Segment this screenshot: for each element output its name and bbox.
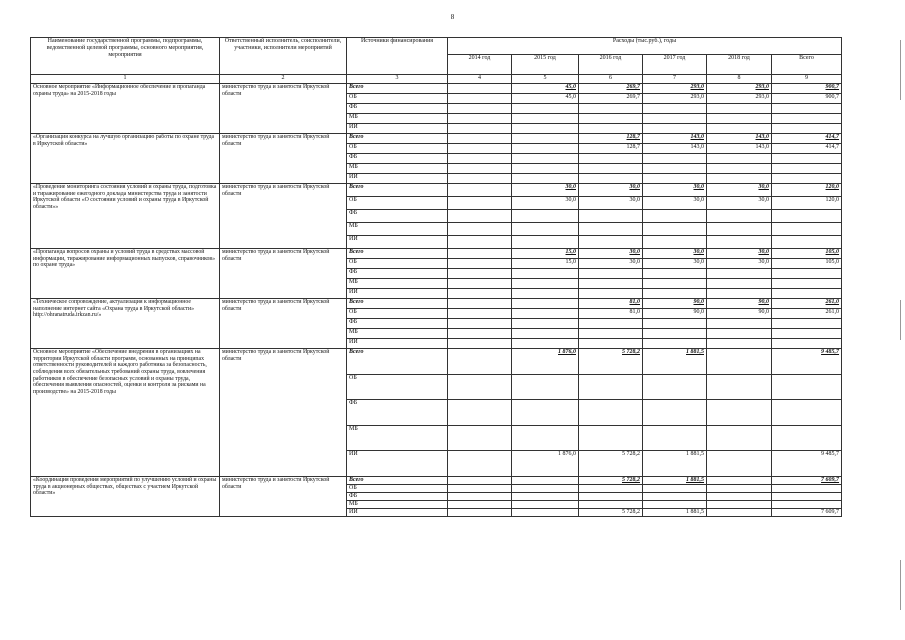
amount-cell xyxy=(772,501,842,509)
column-number: 7 xyxy=(643,75,707,84)
header-year: 2016 год xyxy=(579,55,643,75)
amount-cell xyxy=(707,400,772,426)
amount-cell xyxy=(772,339,842,349)
amount-cell: 7 609,7 xyxy=(772,477,842,485)
funding-source: ФБ xyxy=(347,319,448,329)
amount-cell xyxy=(512,164,579,174)
amount-cell xyxy=(448,236,512,249)
amount-cell xyxy=(707,319,772,329)
amount-cell: 1 881,5 xyxy=(643,477,707,485)
funding-source: ИИ xyxy=(347,289,448,299)
amount-cell xyxy=(707,329,772,339)
funding-source: ФБ xyxy=(347,154,448,164)
amount-cell: 81,0 xyxy=(579,309,643,319)
activity-description: Основное мероприятие «Обеспечение внедрения в организациях на территории Иркутской области программ, основанных на принципах ответственности руководителей и каждого работника за безопасность, соблюдения всех обязательных требований охраны труда, вовлечения работников в обеспечение безопасных условий и охраны труда, обеспечения выявления опасностей, оценки и контроля за рисками на производстве» на 2015-2018 годы xyxy=(31,349,220,477)
amount-cell xyxy=(707,114,772,124)
amount-cell: 1 881,5 xyxy=(643,509,707,517)
scan-edge xyxy=(900,560,901,610)
funding-source: Всего xyxy=(347,299,448,309)
funding-source: МБ xyxy=(347,223,448,236)
funding-source: Всего xyxy=(347,184,448,197)
amount-cell: 269,7 xyxy=(579,84,643,94)
amount-cell: 143,0 xyxy=(707,134,772,144)
amount-cell: 1 876,0 xyxy=(512,349,579,375)
amount-cell xyxy=(448,104,512,114)
amount-cell xyxy=(643,319,707,329)
activity-description: «Пропаганда вопросов охраны и условий труда в средствах массовой информации, тиражирование информационных выпусков, справочников» по охране труда» xyxy=(31,249,220,299)
column-number: 3 xyxy=(347,75,448,84)
amount-cell xyxy=(512,309,579,319)
amount-cell xyxy=(448,114,512,124)
amount-cell xyxy=(579,493,643,501)
amount-cell xyxy=(772,400,842,426)
amount-cell xyxy=(448,400,512,426)
amount-cell xyxy=(448,197,512,210)
amount-cell: 30,0 xyxy=(643,259,707,269)
activity-description: Основное мероприятие «Информационное обеспечение и пропаганда охраны труда» на 2015-2018 годы xyxy=(31,84,220,134)
amount-cell xyxy=(643,279,707,289)
amount-cell xyxy=(579,104,643,114)
amount-cell xyxy=(448,164,512,174)
amount-cell xyxy=(707,210,772,223)
amount-cell xyxy=(448,501,512,509)
funding-source: ОБ xyxy=(347,485,448,493)
amount-cell: 143,0 xyxy=(643,134,707,144)
activity-description: «Организация конкурса на лучшую организацию работы по охране труда в Иркутской области» xyxy=(31,134,220,184)
amount-cell xyxy=(448,349,512,375)
amount-cell xyxy=(643,375,707,400)
amount-cell xyxy=(448,154,512,164)
column-number: 9 xyxy=(772,75,842,84)
amount-cell xyxy=(448,289,512,299)
funding-source: Всего xyxy=(347,349,448,375)
amount-cell xyxy=(448,375,512,400)
amount-cell: 30,0 xyxy=(579,259,643,269)
header-year: Всего xyxy=(772,55,842,75)
amount-cell xyxy=(448,279,512,289)
amount-cell xyxy=(707,289,772,299)
amount-cell xyxy=(579,319,643,329)
header-year: 2017 год xyxy=(643,55,707,75)
table-row xyxy=(31,299,842,309)
funding-source: ФБ xyxy=(347,104,448,114)
amount-cell xyxy=(579,269,643,279)
amount-cell: 261,0 xyxy=(772,309,842,319)
amount-cell: 15,0 xyxy=(512,249,579,259)
amount-cell xyxy=(579,279,643,289)
amount-cell: 15,0 xyxy=(512,259,579,269)
amount-cell: 900,7 xyxy=(772,84,842,94)
amount-cell: 900,7 xyxy=(772,94,842,104)
executor: министерство труда и занятости Иркутской области xyxy=(220,84,347,134)
amount-cell xyxy=(448,485,512,493)
amount-cell: 30,0 xyxy=(512,197,579,210)
amount-cell xyxy=(579,375,643,400)
amount-cell xyxy=(579,485,643,493)
amount-cell xyxy=(643,104,707,114)
amount-cell: 30,0 xyxy=(579,184,643,197)
amount-cell: 45,0 xyxy=(512,84,579,94)
amount-cell xyxy=(448,259,512,269)
amount-cell: 105,0 xyxy=(772,249,842,259)
amount-cell xyxy=(579,114,643,124)
amount-cell xyxy=(707,493,772,501)
amount-cell xyxy=(448,249,512,259)
amount-cell xyxy=(772,329,842,339)
funding-source: МБ xyxy=(347,164,448,174)
amount-cell xyxy=(772,223,842,236)
amount-cell xyxy=(448,94,512,104)
amount-cell: 293,0 xyxy=(643,84,707,94)
amount-cell xyxy=(579,426,643,451)
amount-cell: 120,0 xyxy=(772,184,842,197)
amount-cell: 261,0 xyxy=(772,299,842,309)
amount-cell: 9 485,7 xyxy=(772,349,842,375)
amount-cell: 5 728,2 xyxy=(579,349,643,375)
amount-cell xyxy=(512,509,579,517)
amount-cell xyxy=(512,400,579,426)
amount-cell xyxy=(707,477,772,485)
amount-cell: 128,7 xyxy=(579,144,643,154)
amount-cell xyxy=(643,174,707,184)
amount-cell xyxy=(448,223,512,236)
amount-cell xyxy=(512,299,579,309)
amount-cell: 30,0 xyxy=(579,249,643,259)
funding-source: ОБ xyxy=(347,94,448,104)
header-year: 2014 год xyxy=(448,55,512,75)
executor: министерство труда и занятости Иркутской области xyxy=(220,349,347,477)
amount-cell: 143,0 xyxy=(643,144,707,154)
amount-cell xyxy=(643,329,707,339)
amount-cell: 30,0 xyxy=(579,197,643,210)
amount-cell xyxy=(512,223,579,236)
amount-cell: 5 728,2 xyxy=(579,477,643,485)
funding-source: Всего xyxy=(347,477,448,485)
table-row xyxy=(31,184,842,197)
amount-cell: 30,0 xyxy=(643,197,707,210)
amount-cell: 1 876,0 xyxy=(512,451,579,477)
amount-cell xyxy=(448,299,512,309)
amount-cell: 5 728,2 xyxy=(579,451,643,477)
activity-description: «Техническое сопровождение, актуализация к информационное наполнение интернет сайта «Охрана труда в Иркутской области» http://ohranatruda.irkzan.ru/» xyxy=(31,299,220,349)
amount-cell xyxy=(512,477,579,485)
amount-cell xyxy=(448,451,512,477)
amount-cell xyxy=(772,493,842,501)
amount-cell xyxy=(448,144,512,154)
amount-cell xyxy=(512,289,579,299)
amount-cell: 293,0 xyxy=(643,94,707,104)
funding-source: Всего xyxy=(347,249,448,259)
amount-cell: 1 881,5 xyxy=(643,349,707,375)
amount-cell xyxy=(643,400,707,426)
amount-cell xyxy=(512,339,579,349)
activity-description: «Проведение мониторинга состояния условий и охраны труда, подготовка и тиражирование ежегодного доклада министерства труда и занятости Иркутской области «О состоянии условий и охраны труда в Иркутской области»» xyxy=(31,184,220,249)
funding-source: ФБ xyxy=(347,493,448,501)
table-row xyxy=(31,84,842,94)
amount-cell xyxy=(643,485,707,493)
amount-cell xyxy=(512,144,579,154)
amount-cell xyxy=(772,124,842,134)
amount-cell xyxy=(707,485,772,493)
amount-cell xyxy=(772,154,842,164)
amount-cell xyxy=(448,184,512,197)
amount-cell: 105,0 xyxy=(772,259,842,269)
amount-cell xyxy=(707,501,772,509)
table-row xyxy=(31,477,842,485)
executor: министерство труда и занятости Иркутской области xyxy=(220,299,347,349)
amount-cell xyxy=(512,174,579,184)
amount-cell xyxy=(772,210,842,223)
column-number: 8 xyxy=(707,75,772,84)
amount-cell xyxy=(643,114,707,124)
amount-cell xyxy=(707,509,772,517)
amount-cell xyxy=(579,210,643,223)
header-executor: Ответственный исполнитель, соисполнители, участники, исполнители мероприятий xyxy=(220,38,347,75)
funding-source: ОБ xyxy=(347,309,448,319)
amount-cell: 90,0 xyxy=(643,299,707,309)
amount-cell xyxy=(707,339,772,349)
amount-cell xyxy=(512,124,579,134)
amount-cell xyxy=(512,269,579,279)
header-year: 2015 год xyxy=(512,55,579,75)
funding-source: ИИ xyxy=(347,124,448,134)
amount-cell xyxy=(772,485,842,493)
amount-cell xyxy=(579,400,643,426)
amount-cell xyxy=(579,289,643,299)
funding-source: ИИ xyxy=(347,339,448,349)
amount-cell xyxy=(707,164,772,174)
amount-cell xyxy=(512,493,579,501)
header-sources: Источники финансирования xyxy=(347,38,448,75)
amount-cell xyxy=(643,236,707,249)
funding-source: ИИ xyxy=(347,451,448,477)
table-row xyxy=(31,249,842,259)
amount-cell xyxy=(448,477,512,485)
amount-cell xyxy=(707,426,772,451)
amount-cell: 7 609,7 xyxy=(772,509,842,517)
amount-cell xyxy=(643,210,707,223)
funding-source: ОБ xyxy=(347,375,448,400)
amount-cell xyxy=(579,223,643,236)
amount-cell: 414,7 xyxy=(772,144,842,154)
column-number: 2 xyxy=(220,75,347,84)
amount-cell xyxy=(448,309,512,319)
amount-cell: 90,0 xyxy=(707,299,772,309)
funding-source: ИИ xyxy=(347,174,448,184)
funding-source: МБ xyxy=(347,279,448,289)
amount-cell xyxy=(512,426,579,451)
amount-cell xyxy=(512,501,579,509)
amount-cell: 1 881,5 xyxy=(643,451,707,477)
amount-cell xyxy=(448,339,512,349)
amount-cell xyxy=(512,236,579,249)
amount-cell xyxy=(448,210,512,223)
amount-cell xyxy=(448,329,512,339)
amount-cell: 143,0 xyxy=(707,144,772,154)
amount-cell xyxy=(579,154,643,164)
executor: министерство труда и занятости Иркутской области xyxy=(220,477,347,517)
amount-cell xyxy=(707,174,772,184)
amount-cell: 9 485,7 xyxy=(772,451,842,477)
column-number: 1 xyxy=(31,75,220,84)
amount-cell: 30,0 xyxy=(643,184,707,197)
amount-cell: 90,0 xyxy=(707,309,772,319)
amount-cell: 30,0 xyxy=(707,184,772,197)
amount-cell xyxy=(512,485,579,493)
funding-source: МБ xyxy=(347,426,448,451)
amount-cell: 293,0 xyxy=(707,94,772,104)
expenses-table xyxy=(30,37,842,517)
amount-cell xyxy=(448,426,512,451)
amount-cell xyxy=(707,154,772,164)
amount-cell: 30,0 xyxy=(512,184,579,197)
amount-cell xyxy=(512,375,579,400)
funding-source: ФБ xyxy=(347,210,448,223)
amount-cell xyxy=(643,289,707,299)
amount-cell xyxy=(643,501,707,509)
funding-source: МБ xyxy=(347,329,448,339)
amount-cell xyxy=(643,154,707,164)
amount-cell xyxy=(643,223,707,236)
funding-source: ОБ xyxy=(347,144,448,154)
amount-cell: 414,7 xyxy=(772,134,842,144)
header-year: 2018 год xyxy=(707,55,772,75)
amount-cell xyxy=(448,174,512,184)
amount-cell: 30,0 xyxy=(643,249,707,259)
amount-cell xyxy=(448,134,512,144)
table-row xyxy=(31,349,842,375)
funding-source: ФБ xyxy=(347,269,448,279)
amount-cell xyxy=(707,451,772,477)
amount-cell: 128,7 xyxy=(579,134,643,144)
amount-cell xyxy=(512,134,579,144)
amount-cell xyxy=(448,493,512,501)
executor: министерство труда и занятости Иркутской области xyxy=(220,134,347,184)
amount-cell: 81,0 xyxy=(579,299,643,309)
amount-cell xyxy=(643,124,707,134)
amount-cell xyxy=(448,319,512,329)
amount-cell xyxy=(707,269,772,279)
amount-cell xyxy=(707,223,772,236)
amount-cell xyxy=(579,501,643,509)
executor: министерство труда и занятости Иркутской области xyxy=(220,249,347,299)
funding-source: ИИ xyxy=(347,236,448,249)
amount-cell xyxy=(772,164,842,174)
amount-cell xyxy=(772,104,842,114)
amount-cell xyxy=(512,319,579,329)
amount-cell: 90,0 xyxy=(643,309,707,319)
funding-source: МБ xyxy=(347,114,448,124)
amount-cell xyxy=(512,329,579,339)
amount-cell xyxy=(512,279,579,289)
amount-cell xyxy=(707,349,772,375)
amount-cell xyxy=(512,114,579,124)
amount-cell xyxy=(772,269,842,279)
amount-cell xyxy=(579,164,643,174)
header-expenses: Расходы (тыс.руб.), годы xyxy=(448,38,842,55)
header-program: Наименование государственной программы, подпрограммы, ведомственной целевой программы, основного мероприятия, мероприятия xyxy=(31,38,220,75)
amount-cell xyxy=(707,104,772,114)
amount-cell: 30,0 xyxy=(707,249,772,259)
funding-source: ФБ xyxy=(347,400,448,426)
executor: министерство труда и занятости Иркутской области xyxy=(220,184,347,249)
scan-edge xyxy=(900,40,901,100)
amount-cell xyxy=(512,104,579,114)
amount-cell: 45,0 xyxy=(512,94,579,104)
amount-cell xyxy=(772,426,842,451)
funding-source: ОБ xyxy=(347,259,448,269)
page-number: 8 xyxy=(450,13,455,21)
funding-source: Всего xyxy=(347,84,448,94)
amount-cell xyxy=(707,375,772,400)
amount-cell: 293,0 xyxy=(707,84,772,94)
amount-cell xyxy=(448,269,512,279)
amount-cell xyxy=(772,114,842,124)
amount-cell xyxy=(579,339,643,349)
amount-cell xyxy=(772,319,842,329)
amount-cell xyxy=(448,509,512,517)
amount-cell xyxy=(772,279,842,289)
amount-cell xyxy=(643,339,707,349)
amount-cell xyxy=(579,236,643,249)
amount-cell: 30,0 xyxy=(707,197,772,210)
amount-cell xyxy=(707,124,772,134)
amount-cell: 269,7 xyxy=(579,94,643,104)
funding-source: Всего xyxy=(347,134,448,144)
funding-source: МБ xyxy=(347,501,448,509)
amount-cell xyxy=(579,329,643,339)
amount-cell: 30,0 xyxy=(707,259,772,269)
amount-cell xyxy=(512,154,579,164)
amount-cell xyxy=(579,174,643,184)
amount-cell xyxy=(643,426,707,451)
amount-cell xyxy=(772,375,842,400)
funding-source: ИИ xyxy=(347,509,448,517)
amount-cell xyxy=(643,493,707,501)
scan-edge xyxy=(900,300,901,340)
amount-cell xyxy=(772,174,842,184)
funding-source: ОБ xyxy=(347,197,448,210)
amount-cell xyxy=(643,164,707,174)
amount-cell xyxy=(772,236,842,249)
amount-cell xyxy=(707,279,772,289)
amount-cell xyxy=(448,84,512,94)
column-number: 6 xyxy=(579,75,643,84)
column-number: 4 xyxy=(448,75,512,84)
table-row xyxy=(31,134,842,144)
amount-cell xyxy=(579,124,643,134)
amount-cell xyxy=(512,210,579,223)
amount-cell xyxy=(448,124,512,134)
amount-cell: 120,0 xyxy=(772,197,842,210)
amount-cell: 5 728,2 xyxy=(579,509,643,517)
amount-cell xyxy=(643,269,707,279)
amount-cell xyxy=(707,236,772,249)
column-number: 5 xyxy=(512,75,579,84)
activity-description: «Координация проведения мероприятий по улучшению условий и охраны труда в акционерных обществах, обществах с участием Иркутской области» xyxy=(31,477,220,517)
amount-cell xyxy=(772,289,842,299)
